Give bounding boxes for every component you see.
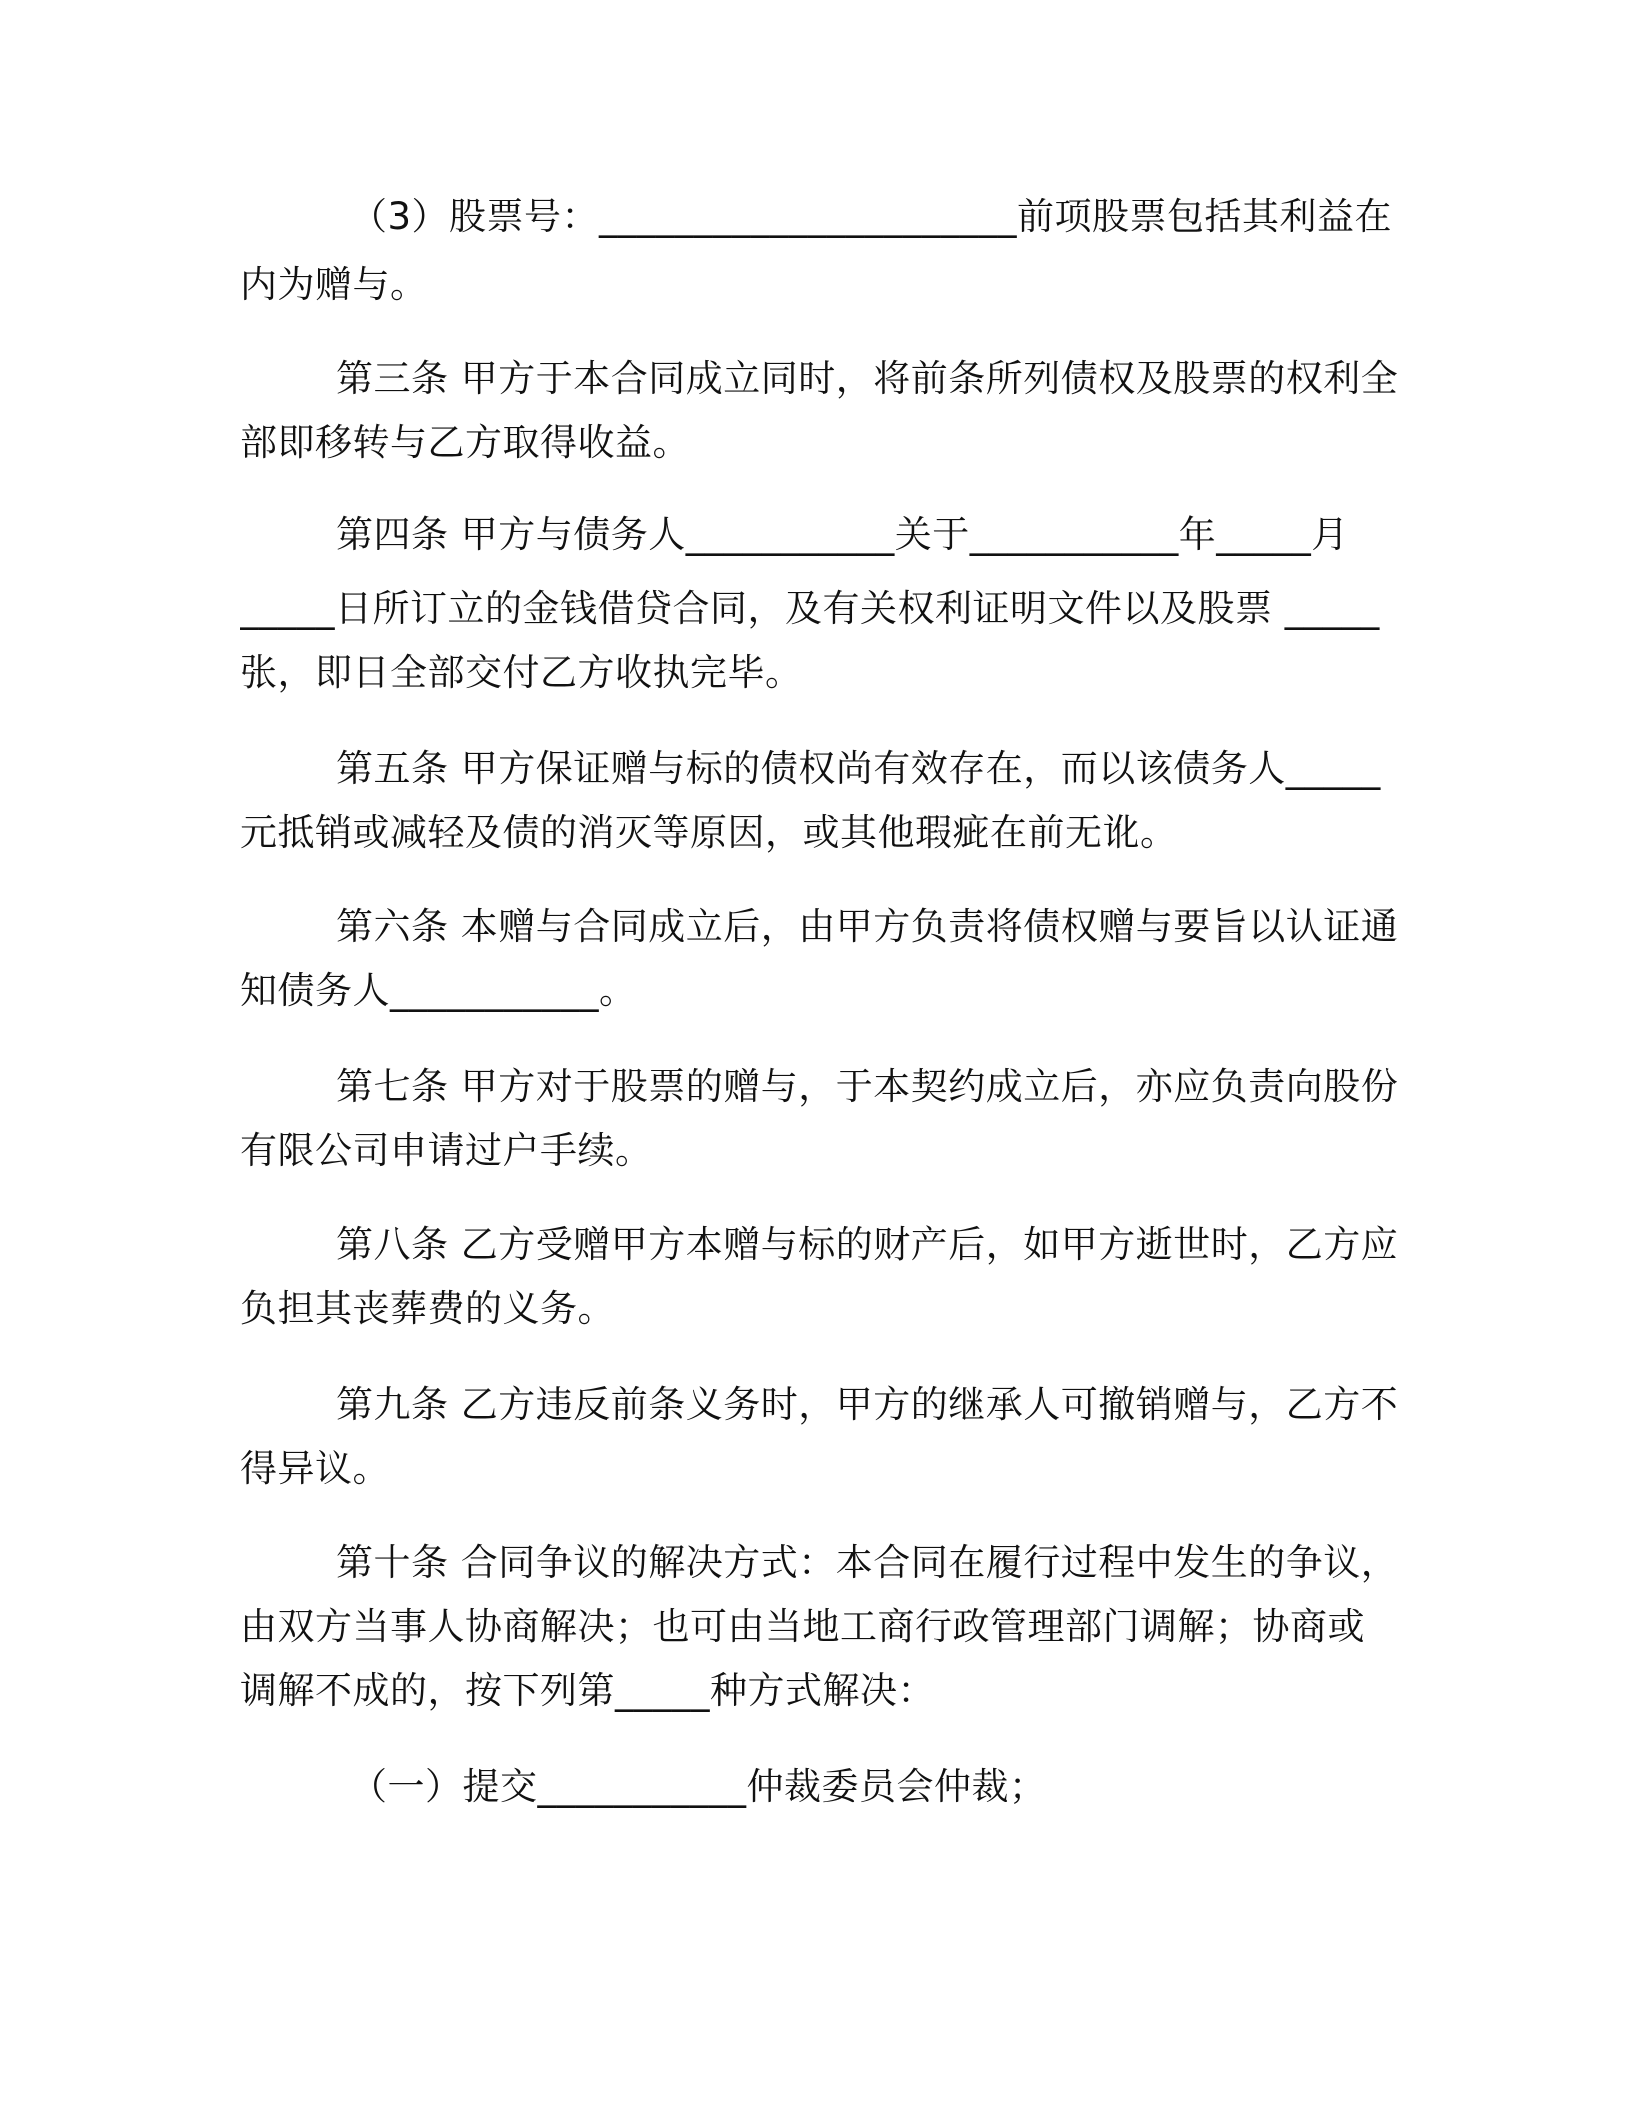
clause-4-line-2: _____日所订立的金钱借贷合同，及有关权利证明文件以及股票 _____ xyxy=(240,587,1380,630)
clause-3-line-2: 部即移转与乙方取得收益。 xyxy=(240,421,690,464)
clause-3-line-1: 第三条 甲方于本合同成立同时，将前条所列债权及股票的权利全 xyxy=(336,357,1399,400)
clause-4-line-3: 张，即日全部交付乙方收执完毕。 xyxy=(240,651,803,694)
clause-8-line-1: 第八条 乙方受赠甲方本赠与标的财产后，如甲方逝世时，乙方应 xyxy=(336,1223,1399,1266)
clause-7-line-2: 有限公司申请过户手续。 xyxy=(240,1129,653,1172)
clause-10-line-1: 第十条 合同争议的解决方式：本合同在履行过程中发生的争议， xyxy=(336,1541,1399,1584)
clause-8-line-2: 负担其丧葬费的义务。 xyxy=(240,1287,615,1330)
clause-10-option-1: （一）提交___________仲裁委员会仲裁； xyxy=(350,1765,1047,1808)
clause-6-line-1: 第六条 本赠与合同成立后，由甲方负责将债权赠与要旨以认证通 xyxy=(336,905,1399,948)
clause-4-line-1: 第四条 甲方与债务人___________关于___________年_____月 xyxy=(336,513,1349,556)
clause-6-line-2: 知债务人___________。 xyxy=(240,969,637,1012)
clause-5-line-1: 第五条 甲方保证赠与标的债权尚有效存在，而以该债务人_____ xyxy=(336,747,1381,790)
clause-10-line-2: 由双方当事人协商解决；也可由当地工商行政管理部门调解；协商或 xyxy=(240,1605,1365,1648)
clause-5-line-2: 元抵销或减轻及债的消灭等原因，或其他瑕疵在前无讹。 xyxy=(240,811,1178,854)
clause-10-line-3: 调解不成的，按下列第_____种方式解决： xyxy=(240,1669,935,1712)
clause-2-item-3-line-2: 内为赠与。 xyxy=(240,263,428,306)
clause-9-line-2: 得异议。 xyxy=(240,1447,390,1490)
clause-9-line-1: 第九条 乙方违反前条义务时，甲方的继承人可撤销赠与，乙方不 xyxy=(336,1383,1399,1426)
clause-2-item-3-line-1: （3）股票号：______________________前项股票包括其利益在 xyxy=(350,195,1393,238)
clause-7-line-1: 第七条 甲方对于股票的赠与，于本契约成立后，亦应负责向股份 xyxy=(336,1065,1399,1108)
